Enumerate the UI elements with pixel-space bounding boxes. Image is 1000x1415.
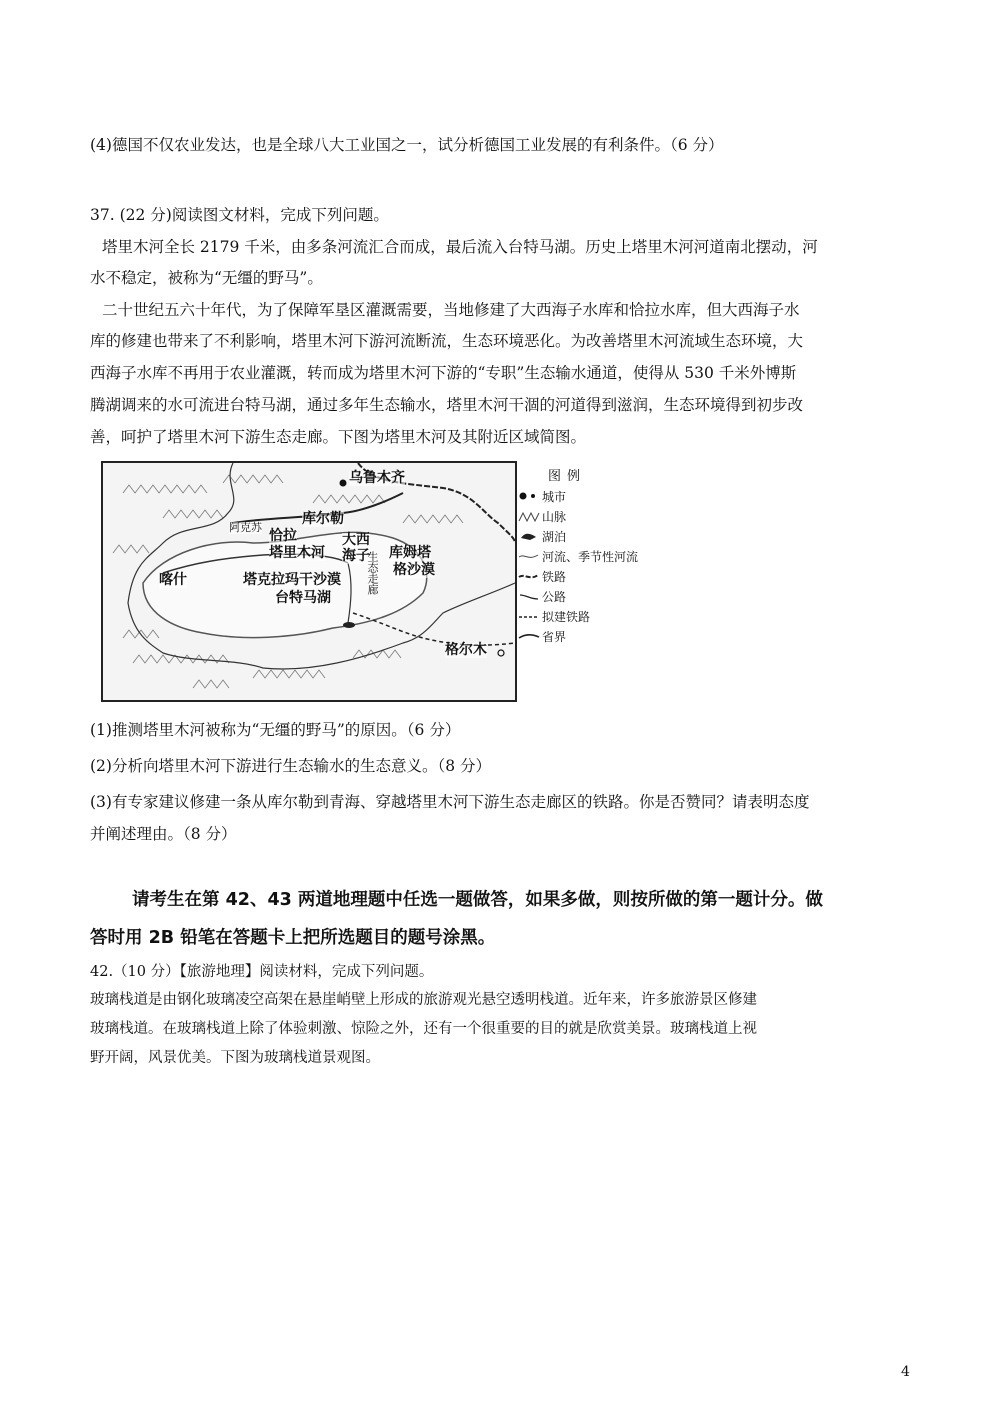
lake-icon <box>518 529 540 543</box>
legend-item-province-border <box>518 627 658 645</box>
q36-part4: (4)德国不仅农业发达，也是全球八大工业国之一，试分析德国工业发展的有利条件。（6 分） <box>90 136 724 154</box>
golmud-dot <box>498 650 504 656</box>
province-border-icon <box>518 629 540 643</box>
page-number: 4 <box>901 1364 910 1380</box>
q37-para2-line3: 西海子水库不再用于农业灌溉，转而成为塔里木河下游的“专职”生态输水通道，使得从 530 千米外博斯 <box>90 364 797 382</box>
legend-title: 图例 <box>548 469 587 484</box>
legend-label-city: 城市 <box>542 490 567 504</box>
label-kashgar: 喀什 <box>159 572 187 588</box>
q42-line3: 野开阔，风景优美。下图为玻璃栈道景观图。 <box>90 1050 380 1066</box>
legend-item-lake <box>518 527 658 545</box>
mountains-south <box>123 630 401 688</box>
legend-item-road <box>518 587 658 605</box>
tarim-river-map <box>101 461 517 702</box>
label-golmud: 格尔木 <box>445 642 487 658</box>
taitema-lake <box>343 622 355 628</box>
legend-item-planned-railway <box>518 607 658 625</box>
q37-header: 37. (22 分)阅读图文材料，完成下列问题。 <box>90 206 389 224</box>
q37-para1-line2: 水不稳定，被称为“无缰的野马”。 <box>90 269 323 287</box>
q37-sub3-line2: 并阐述理由。（8 分） <box>90 825 237 843</box>
legend-label-lake: 湖泊 <box>542 530 567 544</box>
label-korla: 库尔勒 <box>302 511 344 527</box>
q42-line2: 玻璃栈道。在玻璃栈道上除了体验刺激、惊险之外，还有一个很重要的目的就是欣赏美景。玻璃栈道上视 <box>90 1021 757 1037</box>
q37-para2-line4: 腾湖调来的水可流进台特马湖，通过多年生态输水，塔里木河干涸的河道得到滋润，生态环境得到初步改 <box>90 396 804 414</box>
label-ecological-corridor: 生态走廊 <box>366 551 379 595</box>
q37-para2-line2: 库的修建也带来了不利影响，塔里木河下游河流断流，生态环境恶化。为改善塔里木河流域生态环境，大 <box>90 332 804 350</box>
label-kumtag-2: 格沙漠 <box>393 562 435 578</box>
label-taitema: 台特马湖 <box>275 590 331 606</box>
label-daxi: 大西 <box>342 532 370 548</box>
map-legend <box>518 465 658 655</box>
legend-label-road: 公路 <box>542 590 567 604</box>
label-urumqi: 乌鲁木齐 <box>349 470 405 486</box>
label-tarim-river: 塔里木河 <box>269 545 325 561</box>
legend-label-province-border: 省界 <box>542 630 567 644</box>
label-taklimakan: 塔克拉玛干沙漠 <box>243 572 341 588</box>
q37-para1-line1: 塔里木河全长 2179 千米，由多条河流汇合而成，最后流入台特马湖。历史上塔里木河河道南北摆动，河 <box>102 238 818 256</box>
road-icon <box>518 589 540 603</box>
q37-sub2: (2)分析向塔里木河下游进行生态输水的生态意义。（8 分） <box>90 757 491 775</box>
q42-header: 42.（10 分）【旅游地理】阅读材料，完成下列问题。 <box>90 964 434 980</box>
q37-para2-line1: 二十世纪五六十年代，为了保障军垦区灌溉需要，当地修建了大西海子水库和恰拉水库，但大西海子水 <box>102 301 800 319</box>
label-aksu: 阿克苏 <box>229 521 262 534</box>
label-qiala: 恰拉 <box>269 528 297 544</box>
legend-label-river: 河流、季节性河流 <box>542 550 639 564</box>
urumqi-dot <box>340 480 347 487</box>
planned-railway-icon <box>518 609 540 623</box>
q37-para2-line5: 善，呵护了塔里木河下游生态走廊。下图为塔里木河及其附近区域简图。 <box>90 428 587 446</box>
legend-label-mountain: 山脉 <box>542 510 567 524</box>
q37-sub1: (1)推测塔里木河被称为“无缰的野马”的原因。（6 分） <box>90 721 461 739</box>
legend-label-railway: 铁路 <box>542 570 567 584</box>
legend-item-river <box>518 547 658 565</box>
legend-item-city <box>518 487 658 505</box>
q42-line1: 玻璃栈道是由钢化玻璃凌空高架在悬崖峭壁上形成的旅游观光悬空透明栈道。近年来，许多旅游景区修建 <box>90 992 757 1008</box>
city-icon <box>518 489 540 503</box>
q37-sub3-line1: (3)有专家建议修建一条从库尔勒到青海、穿越塔里木河下游生态走廊区的铁路。你是否赞同？请表明态度 <box>90 793 810 811</box>
railway-icon <box>518 569 540 583</box>
notice-line2: 答时用 2B 铅笔在答题卡上把所选题目的题号涂黑。 <box>90 928 496 948</box>
legend-item-railway <box>518 567 658 585</box>
notice-line1: 请考生在第 42、43 两道地理题中任选一题做答，如果多做，则按所做的第一题计分。做 <box>132 890 823 910</box>
mountain-icon <box>518 509 540 523</box>
label-haizi: 海子 <box>342 548 370 564</box>
legend-item-mountain <box>518 507 658 525</box>
label-kumtag-1: 库姆塔 <box>389 545 431 561</box>
river-icon <box>518 549 540 563</box>
legend-label-planned-railway: 拟建铁路 <box>542 610 591 624</box>
